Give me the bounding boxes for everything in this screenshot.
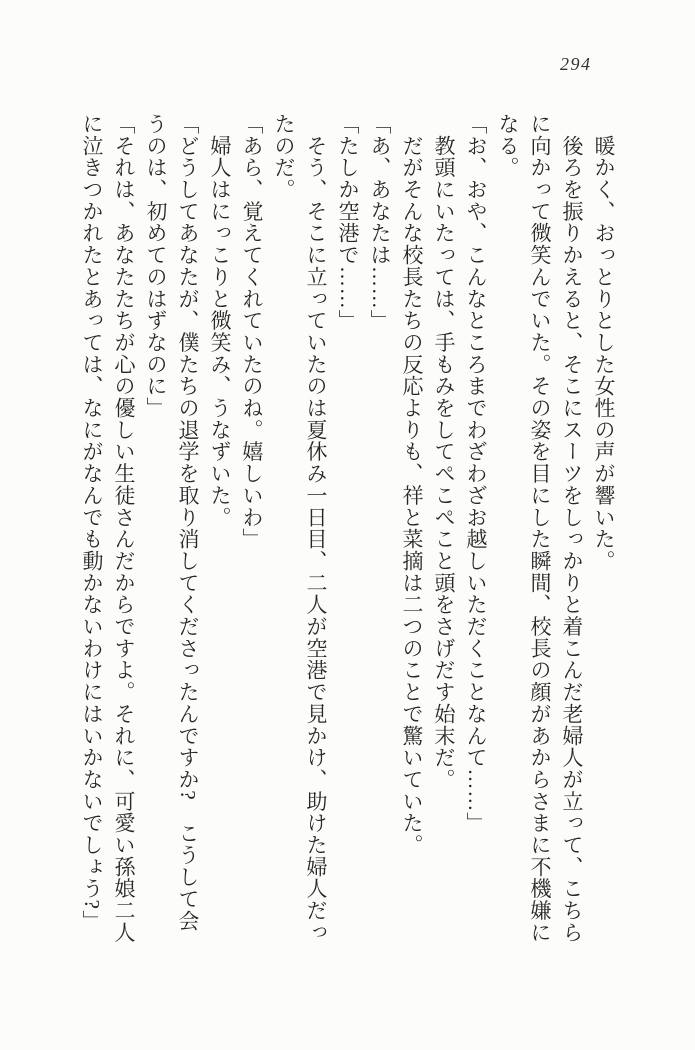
text-line: たのだ。	[272, 113, 296, 201]
text-line: そう、そこに立っていたのは夏休み一日目、二人が空港で見かけ、助けた婦人だっ	[304, 113, 328, 944]
text-line: 「あら、覚えてくれていたのね。嬉しいわ」	[240, 113, 264, 550]
text-line: 「たしか空港で……」	[336, 113, 360, 332]
text-line: 後ろを振りかえると、そこにスーツをしっかりと着こんだ老婦人が立って、こちら	[560, 113, 584, 944]
text-line: 暖かく、おっとりとした女性の声が響いた。	[592, 113, 616, 572]
page-number: 294	[560, 54, 592, 74]
text-line: なる。	[496, 113, 520, 179]
text-line: だがそんな校長たちの反応よりも、祥と菜摘は二つのことで驚いていた。	[400, 113, 424, 856]
text-line: うのは、初めてのはずなのに」	[144, 113, 168, 419]
text-line: 「あ、あなたは……」	[368, 113, 392, 332]
text-line: 「それは、あなたたちが心の優しい生徒さんだからですよ。それに、可愛い孫娘二人	[112, 113, 136, 944]
text-line: に泣きつかれたとあっては、なにがなんでも動かないわけにはいかないでしょう?」	[80, 113, 104, 932]
text-line: 婦人はにっこりと微笑み、うなずいた。	[208, 113, 232, 529]
text-line: に向かって微笑んでいた。その姿を目にした瞬間、校長の顔があからさまに不機嫌に	[528, 113, 552, 944]
text-line: 「どうしてあなたが、僕たちの退学を取り消してくださったんですか? こうして会	[176, 113, 200, 932]
text-line: 「お、おや、こんなところまでわざわざお越しいただくことなんて……」	[464, 113, 488, 835]
novel-text	[74, 113, 620, 949]
text-line: 教頭にいたっては、手もみをしてぺこぺこと頭をさげだす始末だ。	[432, 113, 456, 791]
